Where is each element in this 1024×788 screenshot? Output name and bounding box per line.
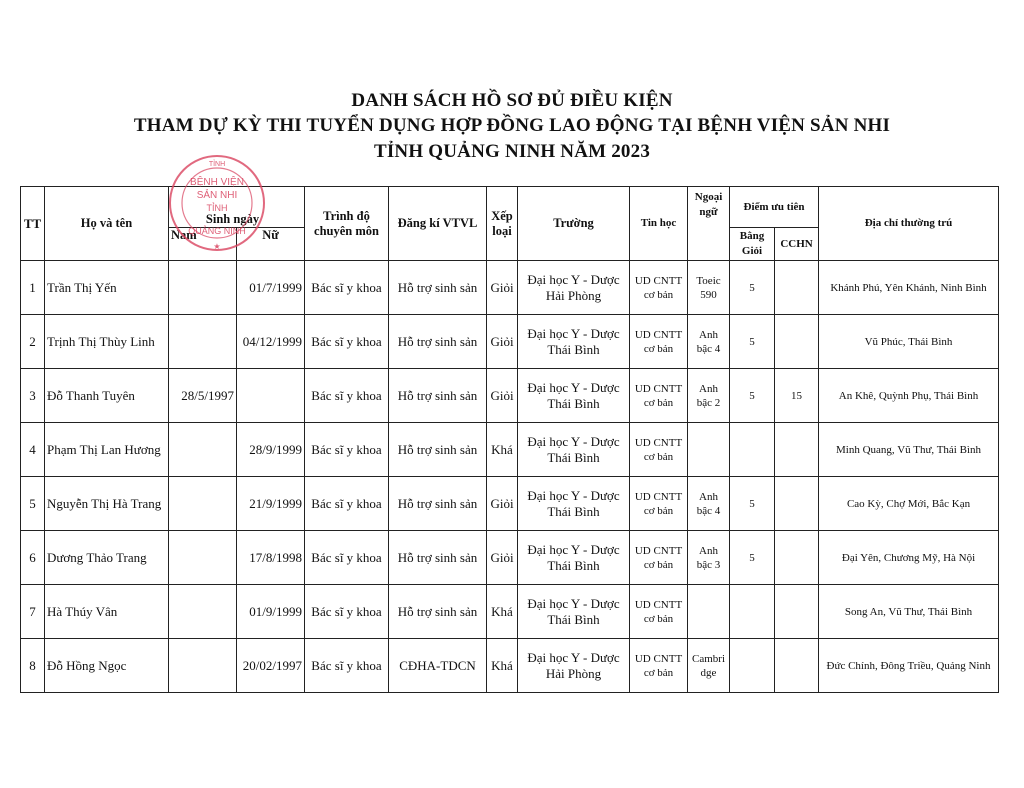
cell-it-line2: cơ bản xyxy=(643,666,674,679)
cell-dob-male xyxy=(169,639,237,693)
cell-school xyxy=(518,531,630,585)
header-rank xyxy=(487,187,518,261)
cell-dob-female: 20/02/1997 xyxy=(237,639,305,693)
cell-language xyxy=(688,585,730,639)
cell-name: Nguyễn Thị Hà Trang xyxy=(45,477,169,531)
cell-rank: Khá xyxy=(487,639,518,693)
cell-rank: Giỏi xyxy=(487,261,518,315)
cell-language-line2: bậc 2 xyxy=(696,396,721,409)
cell-address: Song An, Vũ Thư, Thái Bình xyxy=(819,585,999,639)
cell-address: Minh Quang, Vũ Thư, Thái Bình xyxy=(819,423,999,477)
header-dob xyxy=(169,187,305,228)
cell-it-line2: cơ bản xyxy=(643,504,674,517)
table-row xyxy=(21,369,999,423)
cell-it xyxy=(630,477,688,531)
cell-degree: Bác sĩ y khoa xyxy=(305,261,389,315)
cell-tt: 4 xyxy=(21,423,45,477)
cell-school-line1: Đại học Y - Dược xyxy=(527,595,620,611)
stamp-text-3: SẢN NHI xyxy=(196,190,238,201)
cell-bang-gioi xyxy=(730,639,775,693)
stamp-text-5: QUẢNG NINH xyxy=(188,226,246,236)
table-row xyxy=(21,261,999,315)
cell-it-line1: UD CNTT xyxy=(634,274,683,287)
cell-tt: 2 xyxy=(21,315,45,369)
cell-dob-male xyxy=(169,315,237,369)
cell-position: Hỗ trợ sinh sản xyxy=(389,369,487,423)
header-position: Đăng kí VTVL xyxy=(389,187,487,261)
cell-tt: 5 xyxy=(21,477,45,531)
header-tt: TT xyxy=(21,187,45,261)
cell-school-line2: Thái Bình xyxy=(547,341,600,357)
cell-school-line1: Đại học Y - Dược xyxy=(527,433,620,449)
cell-school xyxy=(518,261,630,315)
cell-rank: Giỏi xyxy=(487,477,518,531)
header-degree xyxy=(305,187,389,261)
cell-language xyxy=(688,315,730,369)
cell-position: Hỗ trợ sinh sản xyxy=(389,477,487,531)
cell-dob-male xyxy=(169,531,237,585)
cell-address: Đại Yên, Chương Mỹ, Hà Nội xyxy=(819,531,999,585)
cell-it xyxy=(630,261,688,315)
cell-language-line2: bậc 3 xyxy=(696,558,721,571)
cell-dob-male xyxy=(169,423,237,477)
cell-language-line1: Anh xyxy=(699,382,718,395)
cell-language xyxy=(688,261,730,315)
cell-school-line2: Thái Bình xyxy=(547,557,600,573)
cell-it-line2: cơ bản xyxy=(643,450,674,463)
stamp-text-2: BỆNH VIỆN xyxy=(190,177,244,188)
cell-dob-male: 28/5/1997 xyxy=(169,369,237,423)
cell-bang-gioi xyxy=(730,585,775,639)
cell-tt: 1 xyxy=(21,261,45,315)
cell-dob-female: 01/9/1999 xyxy=(237,585,305,639)
cell-school-line2: Thái Bình xyxy=(547,395,600,411)
cell-language-line2: bậc 4 xyxy=(696,504,721,517)
cell-rank: Giỏi xyxy=(487,315,518,369)
cell-position: Hỗ trợ sinh sản xyxy=(389,423,487,477)
header-priority: Điểm ưu tiên xyxy=(730,187,819,228)
cell-cchn xyxy=(775,531,819,585)
table-row xyxy=(21,315,999,369)
cell-bang-gioi: 5 xyxy=(730,477,775,531)
cell-bang-gioi: 5 xyxy=(730,261,775,315)
stamp-star: ★ xyxy=(213,242,221,251)
cell-degree: Bác sĩ y khoa xyxy=(305,585,389,639)
cell-it-line1: UD CNTT xyxy=(634,652,683,665)
title-line-2: THAM DỰ KỲ THI TUYỂN DỤNG HỢP ĐỒNG LAO ĐỘNG TẠI BỆNH VIỆN SẢN NHI xyxy=(133,115,891,136)
header-it: Tin học xyxy=(630,187,688,261)
cell-it-line2: cơ bản xyxy=(643,342,674,355)
cell-name: Phạm Thị Lan Hương xyxy=(45,423,169,477)
header-row-1 xyxy=(21,187,999,228)
header-bang-gioi-line1: Bằng xyxy=(739,230,765,242)
cell-dob-female: 28/9/1999 xyxy=(237,423,305,477)
cell-degree: Bác sĩ y khoa xyxy=(305,315,389,369)
header-cchn: CCHN xyxy=(775,228,819,261)
header-school: Trường xyxy=(518,187,630,261)
candidate-table xyxy=(20,186,999,693)
header-language-line2: ngữ xyxy=(699,206,718,218)
cell-it-line1: UD CNTT xyxy=(634,436,683,449)
cell-tt: 7 xyxy=(21,585,45,639)
cell-position: CĐHA-TDCN xyxy=(389,639,487,693)
cell-language-line2: bậc 4 xyxy=(696,342,721,355)
cell-language-line1: Anh xyxy=(699,544,718,557)
cell-it-line2: cơ bản xyxy=(643,612,674,625)
header-male: Nam xyxy=(169,228,237,261)
header-dob-label: Sinh ngày xyxy=(205,212,260,226)
table-row xyxy=(21,423,999,477)
title-line-1: DANH SÁCH HỒ SƠ ĐỦ ĐIỀU KIỆN xyxy=(351,90,673,111)
header-bang-gioi-line2: Giỏi xyxy=(741,245,763,257)
cell-school-line1: Đại học Y - Dược xyxy=(527,271,620,287)
cell-dob-male xyxy=(169,585,237,639)
cell-language xyxy=(688,531,730,585)
cell-degree: Bác sĩ y khoa xyxy=(305,531,389,585)
cell-degree: Bác sĩ y khoa xyxy=(305,477,389,531)
cell-dob-male xyxy=(169,477,237,531)
header-name: Họ và tên xyxy=(45,187,169,261)
header-female: Nữ xyxy=(237,228,305,261)
cell-school xyxy=(518,639,630,693)
cell-school-line2: Thái Bình xyxy=(547,611,600,627)
cell-position: Hỗ trợ sinh sản xyxy=(389,531,487,585)
cell-it xyxy=(630,585,688,639)
cell-school xyxy=(518,585,630,639)
cell-it xyxy=(630,423,688,477)
cell-cchn xyxy=(775,423,819,477)
cell-dob-male xyxy=(169,261,237,315)
header-address: Địa chỉ thường trú xyxy=(819,187,999,261)
cell-cchn xyxy=(775,315,819,369)
header-language-line1: Ngoại xyxy=(694,191,723,203)
cell-school xyxy=(518,423,630,477)
cell-degree: Bác sĩ y khoa xyxy=(305,423,389,477)
cell-dob-female: 21/9/1999 xyxy=(237,477,305,531)
cell-language xyxy=(688,369,730,423)
cell-dob-female: 17/8/1998 xyxy=(237,531,305,585)
cell-school-line2: Thái Bình xyxy=(547,449,600,465)
cell-school-line1: Đại học Y - Dược xyxy=(527,649,620,665)
cell-degree: Bác sĩ y khoa xyxy=(305,639,389,693)
stamp-text-4: TỈNH xyxy=(206,203,228,213)
cell-position: Hỗ trợ sinh sản xyxy=(389,315,487,369)
cell-language xyxy=(688,639,730,693)
cell-language xyxy=(688,477,730,531)
cell-bang-gioi: 5 xyxy=(730,369,775,423)
header-rank-line1: Xếp xyxy=(491,208,513,223)
cell-bang-gioi: 5 xyxy=(730,531,775,585)
table-row xyxy=(21,531,999,585)
header-rank-line2: loại xyxy=(492,223,512,238)
cell-name: Hà Thúy Vân xyxy=(45,585,169,639)
cell-it-line1: UD CNTT xyxy=(634,382,683,395)
table-row xyxy=(21,477,999,531)
cell-it-line2: cơ bản xyxy=(643,288,674,301)
table-row xyxy=(21,585,999,639)
cell-address: Vũ Phúc, Thái Bình xyxy=(819,315,999,369)
cell-bang-gioi xyxy=(730,423,775,477)
cell-language-line1: Anh xyxy=(699,490,718,503)
cell-rank: Giỏi xyxy=(487,531,518,585)
cell-language-line1: Toeic xyxy=(696,274,721,287)
cell-cchn: 15 xyxy=(775,369,819,423)
cell-degree: Bác sĩ y khoa xyxy=(305,369,389,423)
cell-name: Trịnh Thị Thùy Linh xyxy=(45,315,169,369)
cell-name: Đỗ Hồng Ngọc xyxy=(45,639,169,693)
table-row xyxy=(21,639,999,693)
cell-school-line1: Đại học Y - Dược xyxy=(527,325,620,341)
cell-address: Đức Chính, Đông Triều, Quảng Ninh xyxy=(819,639,999,693)
header-language xyxy=(688,187,730,261)
stamp-text-1: TỈNH xyxy=(208,161,226,168)
cell-it-line2: cơ bản xyxy=(643,396,674,409)
cell-address: Khánh Phú, Yên Khánh, Ninh Bình xyxy=(819,261,999,315)
cell-it-line1: UD CNTT xyxy=(634,544,683,557)
cell-school-line2: Hải Phòng xyxy=(545,665,602,681)
cell-school-line1: Đại học Y - Dược xyxy=(527,487,620,503)
cell-position: Hỗ trợ sinh sản xyxy=(389,585,487,639)
cell-tt: 8 xyxy=(21,639,45,693)
table-body xyxy=(21,261,999,693)
cell-cchn xyxy=(775,639,819,693)
cell-it xyxy=(630,639,688,693)
cell-dob-female: 01/7/1999 xyxy=(237,261,305,315)
cell-it xyxy=(630,315,688,369)
cell-school-line2: Hải Phòng xyxy=(545,287,602,303)
cell-it xyxy=(630,531,688,585)
cell-address: Cao Kỳ, Chợ Mới, Bắc Kạn xyxy=(819,477,999,531)
cell-language-line2: 590 xyxy=(700,288,717,301)
cell-dob-female xyxy=(237,369,305,423)
cell-it-line2: cơ bản xyxy=(643,558,674,571)
cell-language-line1: Cambri xyxy=(692,652,725,665)
cell-name: Trần Thị Yến xyxy=(45,261,169,315)
cell-language xyxy=(688,423,730,477)
cell-tt: 3 xyxy=(21,369,45,423)
cell-it xyxy=(630,369,688,423)
cell-cchn xyxy=(775,261,819,315)
cell-school-line1: Đại học Y - Dược xyxy=(527,379,620,395)
cell-tt: 6 xyxy=(21,531,45,585)
cell-rank: Khá xyxy=(487,585,518,639)
cell-cchn xyxy=(775,585,819,639)
cell-dob-female: 04/12/1999 xyxy=(237,315,305,369)
cell-school-line1: Đại học Y - Dược xyxy=(527,541,620,557)
cell-it-line1: UD CNTT xyxy=(634,490,683,503)
cell-rank: Khá xyxy=(487,423,518,477)
cell-language-line1: Anh xyxy=(699,328,718,341)
cell-position: Hỗ trợ sinh sản xyxy=(389,261,487,315)
title-line-3: TỈNH QUẢNG NINH NĂM 2023 xyxy=(373,141,651,162)
cell-school-line2: Thái Bình xyxy=(547,503,600,519)
cell-school xyxy=(518,369,630,423)
cell-bang-gioi: 5 xyxy=(730,315,775,369)
cell-it-line1: UD CNTT xyxy=(634,598,683,611)
cell-language-line2: dge xyxy=(700,666,717,679)
cell-name: Đỗ Thanh Tuyên xyxy=(45,369,169,423)
cell-name: Dương Thảo Trang xyxy=(45,531,169,585)
cell-school xyxy=(518,315,630,369)
cell-cchn xyxy=(775,477,819,531)
header-degree-line2: chuyên môn xyxy=(314,223,379,238)
cell-it-line1: UD CNTT xyxy=(634,328,683,341)
cell-school xyxy=(518,477,630,531)
header-bang-gioi xyxy=(730,228,775,261)
cell-address: An Khê, Quỳnh Phụ, Thái Bình xyxy=(819,369,999,423)
header-degree-line1: Trình độ xyxy=(323,208,370,223)
cell-rank: Giỏi xyxy=(487,369,518,423)
